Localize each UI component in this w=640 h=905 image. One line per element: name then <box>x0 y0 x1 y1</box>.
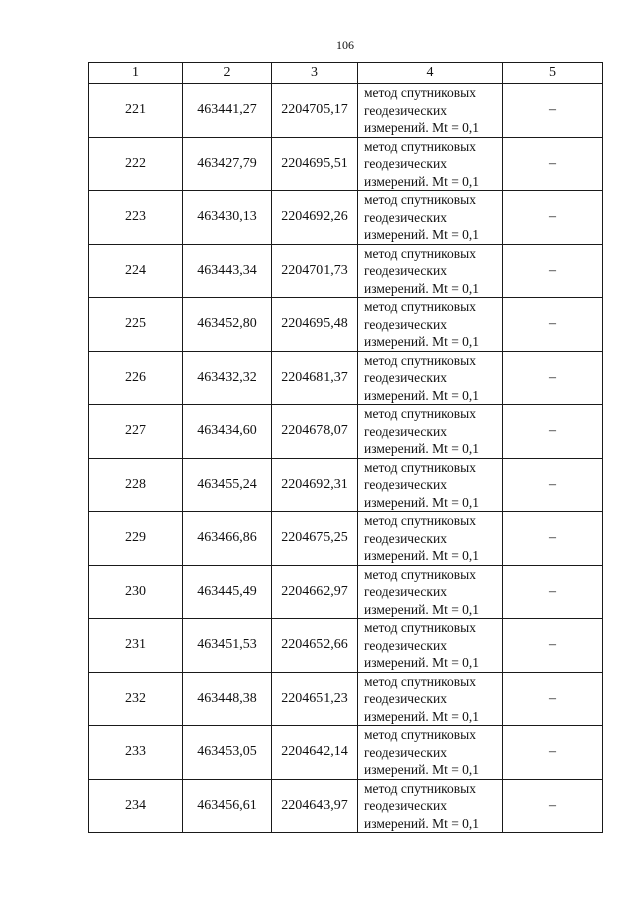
error-cell: – <box>503 405 603 459</box>
method-line: геодезических <box>364 102 447 118</box>
method-line: геодезических <box>364 316 447 332</box>
error-cell: – <box>503 672 603 726</box>
point-number-cell: 232 <box>89 672 183 726</box>
method-line: геодезических <box>364 691 447 706</box>
method-line: метод спутниковых <box>364 780 476 796</box>
y-coordinate-cell: 2204675,25 <box>272 512 358 566</box>
y-coordinate-cell: 2204681,37 <box>272 351 358 405</box>
error-cell: – <box>503 512 603 566</box>
method-line: геодезических <box>364 370 447 385</box>
method-cell <box>358 512 503 566</box>
error-cell: – <box>503 191 603 245</box>
method-cell <box>358 84 503 138</box>
method-line: измерений. Mt = 0,1 <box>364 548 480 563</box>
point-number-cell: 228 <box>89 458 183 512</box>
method-line: геодезических <box>364 584 447 599</box>
x-coordinate-cell: 463455,24 <box>183 458 272 512</box>
x-coordinate-cell: 463466,86 <box>183 512 272 566</box>
method-line: геодезических <box>364 637 447 653</box>
y-coordinate-cell: 2204652,66 <box>272 619 358 673</box>
point-number-cell: 224 <box>89 244 183 298</box>
error-cell: – <box>503 726 603 780</box>
method-line: измерений. Mt = 0,1 <box>364 387 480 403</box>
header-col-5: 5 <box>503 63 603 84</box>
method-cell <box>358 458 503 512</box>
method-line: измерений. Mt = 0,1 <box>364 655 480 670</box>
table-header <box>89 63 603 84</box>
table-row <box>89 351 603 405</box>
method-line: измерений. Mt = 0,1 <box>364 762 480 777</box>
method-line: измерений. Mt = 0,1 <box>364 280 480 296</box>
method-cell <box>358 565 503 619</box>
point-number-cell: 231 <box>89 619 183 673</box>
header-col-4: 4 <box>358 63 503 84</box>
table-row <box>89 137 603 191</box>
method-line: измерений. Mt = 0,1 <box>364 334 480 349</box>
header-row <box>89 63 603 84</box>
coordinates-table <box>88 62 603 833</box>
method-line: метод спутниковых <box>364 566 476 582</box>
y-coordinate-cell: 2204643,97 <box>272 779 358 833</box>
x-coordinate-cell: 463445,49 <box>183 565 272 619</box>
method-cell <box>358 672 503 726</box>
method-line: метод спутниковых <box>364 673 476 689</box>
method-line: измерений. Mt = 0,1 <box>364 227 480 242</box>
method-cell <box>358 619 503 673</box>
method-line: измерений. Mt = 0,1 <box>364 441 480 456</box>
x-coordinate-cell: 463443,34 <box>183 244 272 298</box>
x-coordinate-cell: 463452,80 <box>183 298 272 352</box>
method-line: измерений. Mt = 0,1 <box>364 708 480 724</box>
point-number-cell: 223 <box>89 191 183 245</box>
error-cell: – <box>503 458 603 512</box>
method-line: измерений. Mt = 0,1 <box>364 601 480 617</box>
x-coordinate-cell: 463448,38 <box>183 672 272 726</box>
method-line: геодезических <box>364 744 447 760</box>
method-line: метод спутниковых <box>364 192 476 207</box>
point-number-cell: 221 <box>89 84 183 138</box>
method-cell <box>358 405 503 459</box>
method-cell <box>358 137 503 191</box>
y-coordinate-cell: 2204695,51 <box>272 137 358 191</box>
table-row <box>89 565 603 619</box>
table-row <box>89 779 603 833</box>
error-cell: – <box>503 565 603 619</box>
method-line: метод спутниковых <box>364 459 476 475</box>
table-row <box>89 191 603 245</box>
x-coordinate-cell: 463456,61 <box>183 779 272 833</box>
method-line: метод спутниковых <box>364 138 476 154</box>
table-row <box>89 84 603 138</box>
table-row <box>89 672 603 726</box>
x-coordinate-cell: 463427,79 <box>183 137 272 191</box>
table-row <box>89 298 603 352</box>
method-line: измерений. Mt = 0,1 <box>364 120 480 135</box>
x-coordinate-cell: 463432,32 <box>183 351 272 405</box>
y-coordinate-cell: 2204692,31 <box>272 458 358 512</box>
point-number-cell: 234 <box>89 779 183 833</box>
point-number-cell: 225 <box>89 298 183 352</box>
x-coordinate-cell: 463441,27 <box>183 84 272 138</box>
method-line: геодезических <box>364 477 447 492</box>
method-line: метод спутниковых <box>364 352 476 368</box>
method-line: метод спутниковых <box>364 85 476 100</box>
point-number-cell: 233 <box>89 726 183 780</box>
header-col-3: 3 <box>272 63 358 84</box>
method-line: геодезических <box>364 798 447 813</box>
y-coordinate-cell: 2204692,26 <box>272 191 358 245</box>
point-number-cell: 227 <box>89 405 183 459</box>
method-line: геодезических <box>364 209 447 225</box>
error-cell: – <box>503 619 603 673</box>
point-number-cell: 230 <box>89 565 183 619</box>
method-line: метод спутниковых <box>364 245 476 261</box>
y-coordinate-cell: 2204705,17 <box>272 84 358 138</box>
table-row <box>89 512 603 566</box>
table-row <box>89 458 603 512</box>
x-coordinate-cell: 463430,13 <box>183 191 272 245</box>
point-number-cell: 229 <box>89 512 183 566</box>
x-coordinate-cell: 463451,53 <box>183 619 272 673</box>
method-line: измерений. Mt = 0,1 <box>364 494 480 510</box>
method-cell <box>358 779 503 833</box>
method-line: метод спутниковых <box>364 299 476 314</box>
x-coordinate-cell: 463434,60 <box>183 405 272 459</box>
method-line: измерений. Mt = 0,1 <box>364 815 480 831</box>
error-cell: – <box>503 137 603 191</box>
method-cell <box>358 191 503 245</box>
page-number: 106 <box>336 38 354 52</box>
method-line: геодезических <box>364 530 447 546</box>
method-line: метод спутниковых <box>364 513 476 528</box>
y-coordinate-cell: 2204695,48 <box>272 298 358 352</box>
method-line: геодезических <box>364 423 447 439</box>
x-coordinate-cell: 463453,05 <box>183 726 272 780</box>
method-line: измерений. Mt = 0,1 <box>364 173 480 189</box>
method-line: метод спутниковых <box>364 406 476 421</box>
method-cell <box>358 244 503 298</box>
table-row <box>89 405 603 459</box>
table-body <box>89 84 603 833</box>
header-col-2: 2 <box>183 63 272 84</box>
error-cell: – <box>503 351 603 405</box>
error-cell: – <box>503 244 603 298</box>
y-coordinate-cell: 2204651,23 <box>272 672 358 726</box>
table-row <box>89 244 603 298</box>
y-coordinate-cell: 2204642,14 <box>272 726 358 780</box>
y-coordinate-cell: 2204701,73 <box>272 244 358 298</box>
error-cell: – <box>503 84 603 138</box>
point-number-cell: 226 <box>89 351 183 405</box>
method-cell <box>358 726 503 780</box>
error-cell: – <box>503 298 603 352</box>
method-cell <box>358 298 503 352</box>
method-line: метод спутниковых <box>364 620 476 635</box>
method-line: метод спутниковых <box>364 727 476 742</box>
error-cell: – <box>503 779 603 833</box>
table-row <box>89 726 603 780</box>
y-coordinate-cell: 2204662,97 <box>272 565 358 619</box>
method-line: геодезических <box>364 263 447 278</box>
table-row <box>89 619 603 673</box>
method-line: геодезических <box>364 156 447 171</box>
point-number-cell: 222 <box>89 137 183 191</box>
header-col-1: 1 <box>89 63 183 84</box>
y-coordinate-cell: 2204678,07 <box>272 405 358 459</box>
method-cell <box>358 351 503 405</box>
